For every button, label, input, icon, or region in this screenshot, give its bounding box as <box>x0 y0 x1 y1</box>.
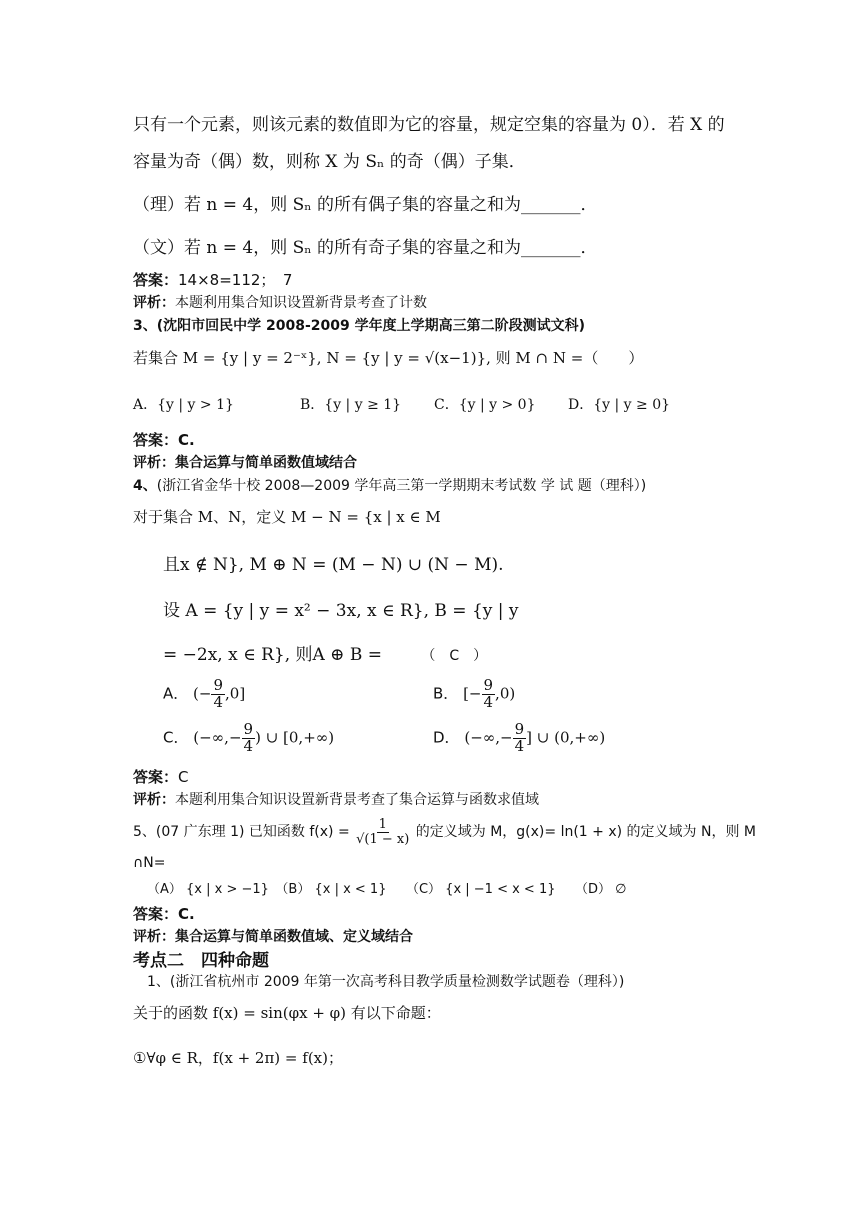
fraction-denominator: 4 <box>213 692 224 711</box>
comment-text: 本题利用集合知识设置新背景考查了计数 <box>175 295 427 311</box>
comment-1 <box>133 292 427 312</box>
question-4-line-4-text: = −2x, x ∈ R}, 则A ⊕ B = <box>163 645 382 665</box>
section-2-question-1-title: 1、(浙江省杭州市 2009 年第一次高考科目教学质量检测数学试题卷（理科）) <box>147 974 625 990</box>
comment-text: 本题利用集合知识设置新背景考查了集合运算与函数求值域 <box>175 792 539 808</box>
text-line-3: （理）若 n = 4，则 Sₙ 的所有偶子集的容量之和为_______． <box>133 195 598 215</box>
comment-label: 评析： <box>133 295 175 311</box>
section-2-title: 考点二 四种命题 <box>133 951 269 971</box>
fraction-denominator: 4 <box>483 692 494 711</box>
text-line-2: 容量为奇（偶）数，则称 X 为 Sₙ 的奇（偶）子集． <box>133 152 526 172</box>
fraction-numerator: 9 <box>213 676 224 694</box>
option-math-post: ,0) <box>495 684 516 703</box>
question-4-option-c <box>163 722 334 755</box>
question-3-option-a: A．{y | y > 1} <box>133 397 234 413</box>
comment-5 <box>133 926 413 946</box>
question-3-option-c: C．{y | y > 0} <box>434 397 536 413</box>
question-5-line-2: ∩N= <box>133 855 166 871</box>
fraction-denominator: 4 <box>243 736 254 755</box>
question-3-option-d: D．{y | y ≥ 0} <box>568 397 671 413</box>
section-2-question-1-item-1: ①∀φ ∈ R，f(x + 2π) = f(x)； <box>133 1049 343 1067</box>
question-4-line-4 <box>163 640 487 665</box>
fraction <box>211 678 225 711</box>
option-math-post: ,0] <box>225 684 246 703</box>
answer-label: 答案： <box>133 271 179 289</box>
fraction-numerator: 9 <box>514 720 525 738</box>
question-5-post: 的定义域为 M，g(x)= ln(1 + x) 的定义域为 N，则 M <box>415 824 756 841</box>
question-source: (浙江省金华十校 2008—2009 学年高三第一学期期末考试数 学 试 题（理科）) <box>156 478 647 494</box>
answer-label: 答案： <box>133 768 179 786</box>
answer-value: C. <box>178 431 195 449</box>
comment-label: 评析： <box>133 929 175 945</box>
question-4-line-3: 设 A = {y | y = x² − 3x, x ∈ R}, B = {y | y <box>163 601 519 621</box>
option-label: C． <box>163 728 189 747</box>
question-3-option-b: B．{y | y ≥ 1} <box>300 397 402 413</box>
fraction-denominator: 4 <box>514 736 525 755</box>
comment-text: 集合运算与简单函数值域结合 <box>175 455 357 471</box>
comment-label: 评析： <box>133 792 175 808</box>
answer-label: 答案： <box>133 431 179 449</box>
answer-5 <box>133 903 195 924</box>
option-label: A． <box>163 684 189 703</box>
option-math-pre: (− <box>193 684 212 703</box>
fraction <box>354 818 411 846</box>
answer-value: 14×8=112； 7 <box>178 271 293 289</box>
question-4-option-a <box>163 678 245 711</box>
section-2-question-1-stem: 关于的函数 f(x) = sin(φx + φ) 有以下命题： <box>133 1004 441 1022</box>
text-line-1: 只有一个元素，则该元素的数值即为它的容量，规定空集的容量为 0）．若 X 的 <box>133 115 725 135</box>
question-5-options: （A） {x | x > −1} （B） {x | x < 1} （C） {x | −1 < x < 1} （D） ∅ <box>147 882 627 897</box>
question-4-answer-inline: （ C ） <box>421 648 488 664</box>
option-math-pre: (−∞,− <box>193 728 242 747</box>
question-4-option-b <box>433 678 515 711</box>
option-math-post: ) ∪ [0,+∞) <box>255 728 335 747</box>
answer-3 <box>133 429 195 450</box>
question-4-line-2: 且x ∉ N}, M ⊕ N = (M − N) ∪ (N − M). <box>163 555 504 575</box>
fraction-numerator: 9 <box>483 676 494 694</box>
answer-1 <box>133 269 292 290</box>
question-number: 4、 <box>133 478 157 494</box>
answer-label: 答案： <box>133 905 179 923</box>
fraction-denominator: √(1 − x) <box>356 831 410 847</box>
question-4-title <box>133 475 646 495</box>
question-5-pre: 5、(07 广东理 1) 已知函数 f(x) = <box>133 824 350 841</box>
option-math-pre: [− <box>463 684 482 703</box>
question-3-stem: 若集合 M = {y | y = 2⁻ˣ}, N = {y | y = √(x−1)}, 则 M ∩ N =（ ） <box>133 349 644 367</box>
question-5-line-1 <box>133 818 756 846</box>
comment-4 <box>133 789 539 809</box>
answer-value: C. <box>178 905 195 923</box>
question-4-line-1: 对于集合 M、N，定义 M − N = {x | x ∈ M <box>133 508 441 526</box>
comment-text: 集合运算与简单函数值域、定义域结合 <box>175 929 413 945</box>
answer-value: C <box>178 768 189 786</box>
answer-4 <box>133 766 189 787</box>
option-math-pre: (−∞,− <box>464 728 513 747</box>
comment-label: 评析： <box>133 455 175 471</box>
fraction <box>242 722 256 755</box>
question-4-option-d <box>433 722 605 755</box>
fraction <box>513 722 527 755</box>
option-math-post: ] ∪ (0,+∞) <box>526 728 606 747</box>
comment-3 <box>133 452 357 472</box>
text-line-4: （文）若 n = 4，则 Sₙ 的所有奇子集的容量之和为_______． <box>133 238 598 258</box>
fraction-numerator: 9 <box>243 720 254 738</box>
question-3-title: 3、(沈阳市回民中学 2008-2009 学年度上学期高三第二阶段测试文科) <box>133 318 586 334</box>
fraction <box>482 678 496 711</box>
fraction-numerator: 1 <box>378 817 387 832</box>
option-label: D． <box>433 728 460 747</box>
option-label: B． <box>433 684 459 703</box>
